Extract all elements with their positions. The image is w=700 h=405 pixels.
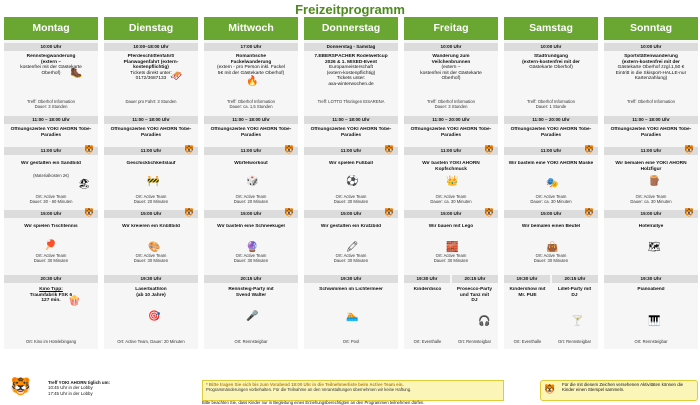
- meta-line: Treff: Oberhof Information: [227, 99, 275, 104]
- notice-parents: Bitte beachten Sie, dass Kinder nur in Begleitung eines Erziehungsberechtigten an den Programmen teilnehmen dürfen.: [202, 400, 425, 405]
- meta-line: Ort: Active Team: [35, 253, 67, 258]
- torch-icon: 🔥: [246, 76, 259, 87]
- tiger-meeting-info: [48, 380, 168, 396]
- time-bar: 11:00 – 20:00 Uhr: [504, 116, 598, 124]
- activity-meta: [506, 99, 596, 109]
- activity-line: (extern - pro Person inkl. Fackel: [217, 65, 285, 71]
- day-header: Montag: [4, 17, 98, 40]
- time-bar: 11:00 – 18:00 Uhr: [204, 116, 298, 124]
- day-header: Donnerstag: [304, 17, 398, 40]
- time-bar: Donnerstag - Samstag: [304, 43, 398, 51]
- time-bar: 10:00 Uhr: [504, 43, 598, 51]
- activity-line: Eintritt in die Skisport-HALLE-nur: [615, 70, 687, 76]
- stamp-icon: 🐯: [184, 208, 194, 217]
- tiger-meeting-title: Treff YOKI AHORN tiglich um:: [48, 380, 110, 385]
- evening-meta: Ort: Rennsteigbar: [457, 339, 492, 344]
- meta-line: Ort: Active Team: [535, 194, 567, 199]
- time-bar: 11:00 – 18:00 Uhr: [104, 116, 198, 124]
- top-activity: [606, 54, 696, 82]
- evening-activity: [6, 287, 96, 304]
- top-activity: [106, 54, 196, 82]
- meta-line: Dauer: 3 Stunden: [34, 104, 68, 109]
- evening-line: Kinderdisco: [413, 287, 442, 292]
- time-bar: 15:00 Uhr: [404, 210, 498, 218]
- opening-hours-text: Öffnungszeiten YOKI AHORN Tobe-Paradies: [110, 127, 192, 138]
- activity-title: Wir gestalten ein Sandbild: [21, 161, 81, 166]
- evening-line: Schwimmen im Lichtermeer: [319, 287, 383, 292]
- activity-line: Kartenzahlung): [634, 76, 668, 82]
- time-bar: 15:00 Uhr: [504, 210, 598, 218]
- activity-line: (extern-kostenpflichtig): [326, 70, 376, 76]
- opening-hours-text: Öffnungszeiten YOKI AHORN Tobe-Paradies: [310, 127, 392, 138]
- activity-line: Fackelwanderung: [230, 59, 272, 65]
- meta-line: Treff: Oberhof Information: [527, 99, 575, 104]
- time-bar: 20:15 Uhr: [452, 275, 498, 283]
- evening-line: Lillet-Party mit: [557, 287, 592, 292]
- day-header: Freitag: [404, 17, 498, 40]
- evening-line: DJ: [471, 298, 478, 304]
- meta-line: Dauer: 30 Minuten: [333, 199, 369, 204]
- activity-title: Wir kreieren ein Knüllbild: [122, 224, 180, 229]
- activity-meta: [506, 194, 596, 204]
- evening-meta: Ort: Pool: [342, 339, 360, 344]
- meta-line: Ort: Active Team: [235, 253, 267, 258]
- evening-activity: [606, 287, 696, 293]
- activity-line: Tickets direkt unter:: [130, 70, 172, 76]
- meta-line: Dauer: 30 Minuten: [233, 258, 269, 263]
- meta-line: Ort: Active Team: [535, 253, 567, 258]
- evening-meta: Ort: Rennsteigbar: [557, 339, 592, 344]
- meta-line: Dauer: 1 Stunde: [535, 104, 567, 109]
- swimmer-icon: 🏊: [346, 311, 359, 322]
- time-bar: 11:00 – 18:00 Uhr: [304, 116, 398, 124]
- evening-line: (ab 10 Jahre): [136, 292, 166, 298]
- activity-meta: [306, 253, 396, 263]
- activity-title: Würfelworkout: [234, 161, 268, 166]
- target-icon: 🎯: [148, 311, 161, 322]
- activity-meta: [606, 194, 696, 204]
- activity-meta: [6, 253, 96, 263]
- day-header: Mittwoch: [204, 17, 298, 40]
- time-bar: 15:00 Uhr: [204, 210, 298, 218]
- tiger-meeting-time-1: 10:45 Uhr in der Lobby: [48, 385, 93, 391]
- meta-line: Dauer: 30 Minuten: [33, 258, 69, 263]
- evening-activity: [206, 287, 296, 298]
- time-bar: 11:00 Uhr: [4, 147, 98, 155]
- opening-hours-text: Öffnungszeiten YOKI AHORN Tobe-Paradies: [510, 127, 592, 138]
- lego-icon: 🧱: [446, 242, 459, 253]
- stamp-icon: 🐯: [584, 208, 594, 217]
- obstacle-icon: 🚧: [147, 176, 160, 187]
- evening-line: Laserbiathlon: [135, 287, 167, 292]
- notice-registration: * Bitte tragen Sie sich bis zum Vorabend 18:00 Uhr in die Teilnehmerliste beim Active Team ein.: [206, 382, 404, 387]
- evening-activity: [552, 287, 597, 298]
- meta-line: Treff: Oberhof Information: [27, 99, 75, 104]
- time-bar: 10:00 Uhr: [604, 43, 698, 51]
- time-bar: 15:00 Uhr: [4, 210, 98, 218]
- top-activity: [206, 54, 296, 76]
- bag-icon: 👜: [546, 242, 559, 253]
- meta-line: Dauer: ca. 30 Minuten: [630, 199, 672, 204]
- top-activity: [6, 54, 96, 76]
- activity-line: Wanderung zum: [432, 54, 470, 59]
- meta-line: Dauer: 3 Stunden: [434, 104, 468, 109]
- time-bar: 19:30 Uhr: [604, 275, 698, 283]
- meta-line: Ort: Active Team: [435, 253, 467, 258]
- activity-meta: [406, 99, 496, 109]
- activity-line: (extern-kostenfrei mit der: [522, 59, 580, 65]
- time-bar: 11:00 – 18:00 Uhr: [604, 116, 698, 124]
- stamp-icon: 🐯: [484, 145, 494, 154]
- evening-meta: Ort: Kino im Hotelebingang: [25, 339, 77, 344]
- evening-line: Svend Walter: [235, 292, 267, 298]
- activity-meta: [106, 194, 196, 204]
- activity-line: Europameisterschaft: [329, 65, 373, 71]
- activity-line: 2026 & 1. MIXED-Event: [325, 59, 377, 65]
- evening-line: Rennsteig-Party mit: [228, 287, 274, 292]
- activity-title: Wir spielen Fußball: [329, 161, 373, 166]
- activity-line: 7.EBERSPÄCHER Rodelweltcup: [314, 54, 388, 59]
- stamp-icon: 🐯: [384, 145, 394, 154]
- activity-meta: [506, 253, 596, 263]
- notice-changes: Programmänderungen vorbehalten. Für die Teilnahme an den Veranstaltungen übernehmen wir keine Haftung.: [206, 387, 412, 393]
- activity-line: (extern-kostenfrei mit der: [622, 59, 680, 65]
- evening-meta: Ort: Rennsteigbar: [234, 339, 268, 344]
- time-bar: 11:00 – 18:00 Uhr: [4, 116, 98, 124]
- meta-line: Ort: Active Team: [635, 194, 667, 199]
- day-header: Sonntag: [604, 17, 698, 40]
- stamp-icon: 🐯: [284, 145, 294, 154]
- meta-line: Dauer: ca. 30 Minuten: [530, 199, 572, 204]
- opening-hours-text: Öffnungszeiten YOKI AHORN Tobe-Paradies: [610, 127, 692, 138]
- time-bar: 19:30 Uhr: [104, 275, 198, 283]
- activity-meta: [206, 194, 296, 204]
- time-bar: 19:30 Uhr: [404, 275, 450, 283]
- stamp-icon: 🐯: [544, 384, 556, 394]
- stamp-icon: 🐯: [684, 208, 694, 217]
- evening-line: Kindershow mit: [509, 287, 546, 292]
- meta-line: Dauer: 20 Minuten: [233, 199, 269, 204]
- evening-meta: Ort: Eventhalle: [513, 339, 542, 344]
- activity-line: Tickets unter:: [336, 76, 366, 82]
- evening-activity: [106, 287, 196, 298]
- meta-line: Ort: Active Team: [235, 194, 267, 199]
- stamp-icon: 🐯: [684, 145, 694, 154]
- meta-line: Treff: Oberhof Information: [627, 99, 675, 104]
- stamp-icon: 🐯: [484, 208, 494, 217]
- stamp-icon: 🐯: [84, 145, 94, 154]
- meta-line: Dauer pro Fahrt: 3 Stunden: [125, 99, 177, 104]
- time-bar: 17:00 Uhr: [204, 43, 298, 51]
- time-bar: 11:00 Uhr: [504, 147, 598, 155]
- top-activity: [506, 54, 596, 71]
- activity-title: Wir basteln eine YOKI AHORN Maske: [508, 161, 594, 166]
- notice-box: [202, 380, 504, 401]
- opening-hours-text: Öffnungszeiten YOKI AHORN Tobe-Paradies: [210, 127, 292, 138]
- time-bar: 10:00 Uhr: [404, 43, 498, 51]
- evening-line: Traumfabrik FSK 6: [29, 292, 73, 298]
- activity-line: Sportstättenwanderung: [624, 54, 678, 59]
- tiger-meeting-time-2: 17:45 Uhr in der Lobby: [48, 390, 93, 396]
- activity-meta: [306, 194, 396, 204]
- activity-line: (extern –: [41, 59, 61, 65]
- sand-picture-icon: 🏖: [78, 179, 91, 190]
- meta-line: Dauer: 30 Minuten: [333, 258, 369, 263]
- cocktail-icon: 🍸: [571, 316, 584, 327]
- wooden-figure-icon: 🪵: [648, 176, 661, 187]
- meta-line: Ort: Active Team: [435, 194, 467, 199]
- top-activity: [306, 54, 396, 88]
- time-bar: 19:30 Uhr: [304, 275, 398, 283]
- activity-line: axa-winterwochen.de: [328, 81, 374, 87]
- time-bar: 19:30 Uhr: [504, 275, 550, 283]
- activity-line: Planwagenfahrt (extern-kostenpflichtig): [123, 59, 179, 71]
- time-bar: 15:00 Uhr: [604, 210, 698, 218]
- evening-line: Pianoabend: [637, 287, 665, 292]
- time-bar: 11:00 Uhr: [204, 147, 298, 155]
- headdress-icon: 👑: [446, 176, 459, 187]
- activity-meta: [206, 99, 296, 109]
- time-bar: 10:00 Uhr: [4, 43, 98, 51]
- top-activity: [406, 54, 496, 82]
- dice-icon: 🎲: [246, 176, 259, 187]
- snow-globe-icon: 🔮: [246, 242, 259, 253]
- evening-activity: [306, 287, 396, 293]
- popcorn-icon: 🍿: [68, 296, 81, 307]
- meta-line: Dauer: 30 - 60 Minuten: [29, 199, 73, 204]
- activity-title: Hotelrallye: [638, 224, 664, 229]
- activity-line: 0172/3687133: [135, 76, 167, 82]
- activity-line: Oberhof): [41, 70, 61, 76]
- activity-line: kostenfrei mit der Gästekarte: [20, 65, 82, 71]
- evening-activity: [452, 287, 497, 304]
- tiger-mascot-icon: 🐯: [10, 377, 32, 396]
- evening-meta: Ort: Rennsteigbar: [634, 339, 668, 344]
- dj-icon: 🎧: [478, 316, 491, 327]
- hiker-icon: 🥾: [70, 68, 83, 79]
- meta-line: Dauer: 30 Minuten: [133, 258, 169, 263]
- evening-activity: [405, 287, 450, 293]
- activity-line: Rennsteigwanderung: [26, 54, 76, 59]
- activity-line: Romantische: [235, 54, 267, 59]
- activity-title: Wir basteln eine Schneekugel: [217, 224, 285, 229]
- time-bar: 15:00 Uhr: [304, 210, 398, 218]
- horse-sleigh-icon: 🛷: [170, 71, 183, 82]
- activity-meta: [206, 253, 296, 263]
- activity-line: Gästekarte Oberhof): [529, 65, 573, 71]
- activity-line: Oberhof): [441, 76, 461, 82]
- activity-line: Veilchenbrunnen: [431, 59, 471, 65]
- crumple-picture-icon: 🎨: [148, 242, 161, 253]
- time-bar: 20:15 Uhr: [204, 275, 298, 283]
- evening-line: Kino Tipp:: [39, 287, 63, 292]
- evening-line: 127 min.: [41, 298, 61, 304]
- activity-title: Wir bemalen einen Beutel: [521, 224, 581, 229]
- activity-meta: [606, 99, 696, 104]
- evening-line: und Tanz mit: [459, 292, 490, 298]
- piano-icon: 🎹: [648, 316, 661, 327]
- meta-line: Dauer: 30 Minuten: [433, 258, 469, 263]
- meta-line: Ort: Active Team: [135, 253, 167, 258]
- stamp-icon: 🐯: [184, 145, 194, 154]
- day-header: Dienstag: [104, 17, 198, 40]
- evening-line: Mr. PUE: [518, 292, 537, 298]
- time-bar: 11:00 Uhr: [304, 147, 398, 155]
- meta-line: Dauer: ca. 1,5 Stunden: [229, 104, 273, 109]
- stamp-icon: 🐯: [84, 208, 94, 217]
- meta-line: Ort: Active Team: [135, 194, 167, 199]
- time-bar: 11:00 Uhr: [404, 147, 498, 155]
- football-icon: ⚽: [346, 176, 359, 187]
- rally-icon: 🗺: [648, 242, 661, 253]
- scratch-picture-icon: 🖍: [346, 242, 359, 253]
- time-bar: 20:30 Uhr: [4, 275, 98, 283]
- activity-meta: [406, 194, 496, 204]
- evening-meta: Ort: Active Team, Dauer: 20 Minuten: [117, 339, 185, 344]
- opening-hours-text: Öffnungszeiten YOKI AHORN Tobe-Paradies: [10, 127, 92, 138]
- activity-title: Wir spielen Tischtennis: [24, 224, 78, 229]
- activity-sub: (Materialkosten 2€): [33, 173, 69, 178]
- stamp-badge-text: Für die mit diesem Zeichen versehenen Aktivitäten können die Kinder einen Stempel sammeln.: [562, 382, 684, 393]
- evening-line: Prosecco-Party: [456, 287, 493, 292]
- day-header: Samstag: [504, 17, 598, 40]
- ping-pong-icon: 🏓: [44, 240, 57, 251]
- activity-meta: [106, 99, 196, 104]
- time-bar: 15:00 Uhr: [104, 210, 198, 218]
- activity-title: Wir bauen mit Lego: [428, 224, 474, 229]
- meta-line: Treff: LOTTO Thüringen EISARENA: [317, 99, 385, 104]
- activity-title: Wir gestalten ein Kratzbild: [320, 224, 382, 229]
- stamp-icon: 🐯: [584, 145, 594, 154]
- meta-line: Ort: Active Team: [35, 194, 67, 199]
- activity-line: Stadtrundgang: [533, 54, 569, 59]
- meta-line: Ort: Active Team: [335, 194, 367, 199]
- activity-meta: [306, 99, 396, 104]
- stamp-icon: 🐯: [284, 208, 294, 217]
- meta-line: Ort: Active Team: [335, 253, 367, 258]
- activity-meta: [406, 253, 496, 263]
- meta-line: Dauer: ca. 30 Minuten: [430, 199, 472, 204]
- evening-meta: Ort: Eventhalle: [413, 339, 442, 344]
- activity-line: Pferdeschlittenfahrt/: [127, 54, 175, 59]
- activity-line: kostenfrei mit der Gästekarte: [420, 70, 482, 76]
- stamp-icon: 🐯: [384, 208, 394, 217]
- page-title: Freizeitprogramm: [295, 2, 405, 17]
- time-bar: 11:00 – 20:00 Uhr: [404, 116, 498, 124]
- mask-icon: 🎭: [546, 178, 559, 189]
- time-bar: 11:00 Uhr: [104, 147, 198, 155]
- stamp-badge-box: [540, 380, 698, 401]
- meta-line: Dauer: 20 Minuten: [133, 199, 169, 204]
- time-bar: 20:15 Uhr: [552, 275, 598, 283]
- evening-activity: [505, 287, 550, 298]
- activity-meta: [6, 99, 96, 109]
- meta-line: Dauer: 30 Minuten: [533, 258, 569, 263]
- activity-line: 5€ mit der Gästekarte Oberhof): [217, 70, 285, 76]
- evening-line: DJ: [571, 292, 578, 298]
- activity-meta: [6, 194, 96, 204]
- activity-line: (extern –: [441, 65, 461, 71]
- opening-hours-text: Öffnungszeiten YOKI AHORN Tobe-Paradies: [410, 127, 492, 138]
- microphone-icon: 🎤: [246, 311, 259, 322]
- meta-line: Treff: Oberhof Information: [427, 99, 475, 104]
- activity-title: Wir basteln YOKI AHORN Kopfschmuck: [422, 161, 480, 172]
- time-bar: 10:00–18:00 Uhr: [104, 43, 198, 51]
- activity-title: Geschicklichkeitslauf: [126, 161, 176, 166]
- activity-line: Gästekarte Oberhof zzgl.1,50 €: [617, 65, 685, 71]
- time-bar: 11:00 Uhr: [604, 147, 698, 155]
- activity-title: Wir bemalen eine YOKI AHORN Holzfigur: [615, 161, 687, 172]
- activity-meta: [106, 253, 196, 263]
